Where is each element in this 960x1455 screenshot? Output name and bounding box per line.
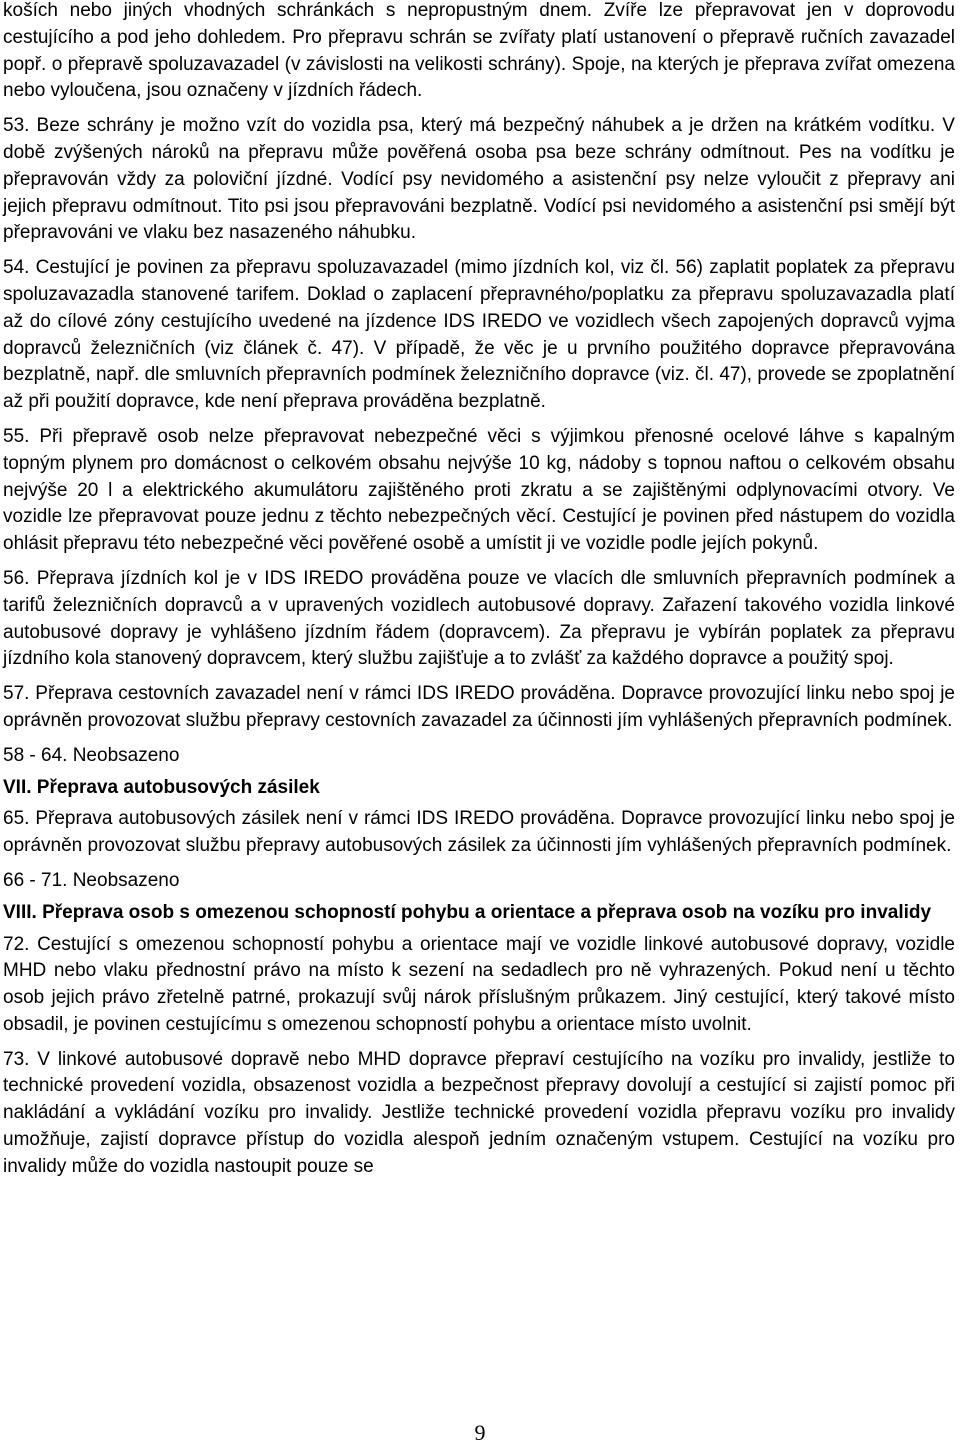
paragraph-54: 54. Cestující je povinen za přepravu spoluzavazadel (mimo jízdních kol, viz čl. 56) zaplatit poplatek za přepravu spoluzavazadla stanovené tarifem. Doklad o zaplacení přepravného/poplatku za přepravu spoluzavazadla platí až do cílové zóny cestujícího uvedené na jízdence IDS IREDO ve vozidlech všech zapojených dopravců vyjma dopravců železničních (viz článek č. 47). V případě, že věc je u prvního použitého dopravce přepravována bezplatně, např. dle smluvních přepravních podmínek železničního dopravce (viz. čl. 47), provede se zpoplatnění až při použití dopravce, kde není přeprava prováděna bezplatně. bbox=[3, 257, 955, 413]
paragraph-58-64: 58 - 64. Neobsazeno bbox=[3, 744, 180, 766]
paragraph-72: 72. Cestující s omezenou schopností pohybu a orientace mají ve vozidle linkové autobusové dopravy, vozidle MHD nebo vlaku přednostní právo na místo k sezení na sedadlech pro ně vyhrazených. Pokud není u těchto osob jejich právo zřetelně patrné, prokazují svůj nárok příslušným průkazem. Jiný cestující, který takové místo obsadil, je povinen cestujícímu s omezenou schopností pohybu a orientace místo uvolnit. bbox=[3, 933, 955, 1035]
paragraph-53: 53. Beze schrány je možno vzít do vozidla psa, který má bezpečný náhubek a je držen na krátkém vodítku. V době zvýšených nároků na přepravu může pověřená osoba psa beze schrány odmítnout. Pes na vodítku je přepravován vždy za poloviční jízdné. Vodící psy nevidomého a asistenční psy nelze vyloučit z přepravy ani jejich přepravu odmítnout. Tito psi jsou přepravováni bezplatně. Vodící psi nevidomého a asistenční psi smějí být přepravováni ve vlaku bez nasazeného náhubku. bbox=[3, 115, 955, 244]
document-page bbox=[3, 0, 955, 1189]
paragraph-57: 57. Přeprava cestovních zavazadel není v rámci IDS IREDO prováděna. Dopravce provozující linku nebo spoj je oprávněn provozovat službu přepravy cestovních zavazadel za účinnosti jím vyhlášených přepravních podmínek. bbox=[3, 683, 955, 731]
section-heading-viii: VIII. Přeprava osob s omezenou schopností pohybu a orientace a přeprava osob na vozíku pro invalidy bbox=[3, 901, 932, 923]
paragraph-56: 56. Přeprava jízdních kol je v IDS IREDO prováděna pouze ve vlacích dle smluvních přepravních podmínek a tarifů železničních dopravců a v upravených vozidlech autobusové dopravy. Zařazení takového vozidla linkové autobusové dopravy je vyhlášeno jízdním řádem (dopravcem). Za přepravu je vybírán poplatek za přepravu jízdního kola stanovený dopravcem, který službu zajišťuje a to zvlášť za každého dopravce a použitý spoj. bbox=[3, 567, 955, 670]
section-heading-vii: VII. Přeprava autobusových zásilek bbox=[3, 776, 320, 798]
paragraph-continued: koších nebo jiných vhodných schránkách s nepropustným dnem. Zvíře lze přepravovat jen v doprovodu cestujícího a pod jeho dohledem. Pro přepravu schrán se zvířaty platí ustanovení o přepravě ručních zavazadel popř. o přepravě spoluzavazadel (v závislosti na velikosti schrány). Spoje, na kterých je přeprava zvířat omezena nebo vyloučena, jsou označeny v jízdních řádech. bbox=[3, 0, 955, 102]
paragraph-65: 65. Přeprava autobusových zásilek není v rámci IDS IREDO prováděna. Dopravce provozující linku nebo spoj je oprávněn provozovat službu přepravy autobusových zásilek za účinnosti jím vyhlášených přepravních podmínek. bbox=[3, 808, 955, 857]
paragraph-73: 73. V linkové autobusové dopravě nebo MHD dopravce přepraví cestujícího na vozíku pro invalidy, jestliže to technické provedení vozidla, obsazenost vozidla a bezpečnost přepravy dovolují a cestující si zajistí pomoc při nakládání a vykládání vozíku pro invalidy. Jestliže technické provedení vozidla přepravu vozíku pro invalidy umožňuje, zajistí dopravce přístup do vozidla alespoň jedním označeným vstupem. Cestující na vozíku pro invalidy může do vozidla nastoupit pouze se bbox=[3, 1048, 955, 1177]
paragraph-66-71: 66 - 71. Neobsazeno bbox=[3, 869, 180, 891]
paragraph-55: 55. Při přepravě osob nelze přepravovat nebezpečné věci s výjimkou přenosné ocelové láhve s kapalným topným plynem pro domácnost o celkovém obsahu nejvýše 10 kg, nádoby s topnou naftou o celkovém obsahu nejvýše 20 l a elektrického akumulátoru zajištěného proti zkratu a se zajištěnými odplynovacími otvory. Ve vozidle lze přepravovat pouze jednu z těchto nebezpečných věcí. Cestující je povinen před nástupem do vozidla ohlásit přepravu této nebezpečné věci pověřené osobě a umístit ji ve vozidle podle jejích pokynů. bbox=[3, 425, 955, 555]
page-number: 9 bbox=[474, 1420, 486, 1445]
